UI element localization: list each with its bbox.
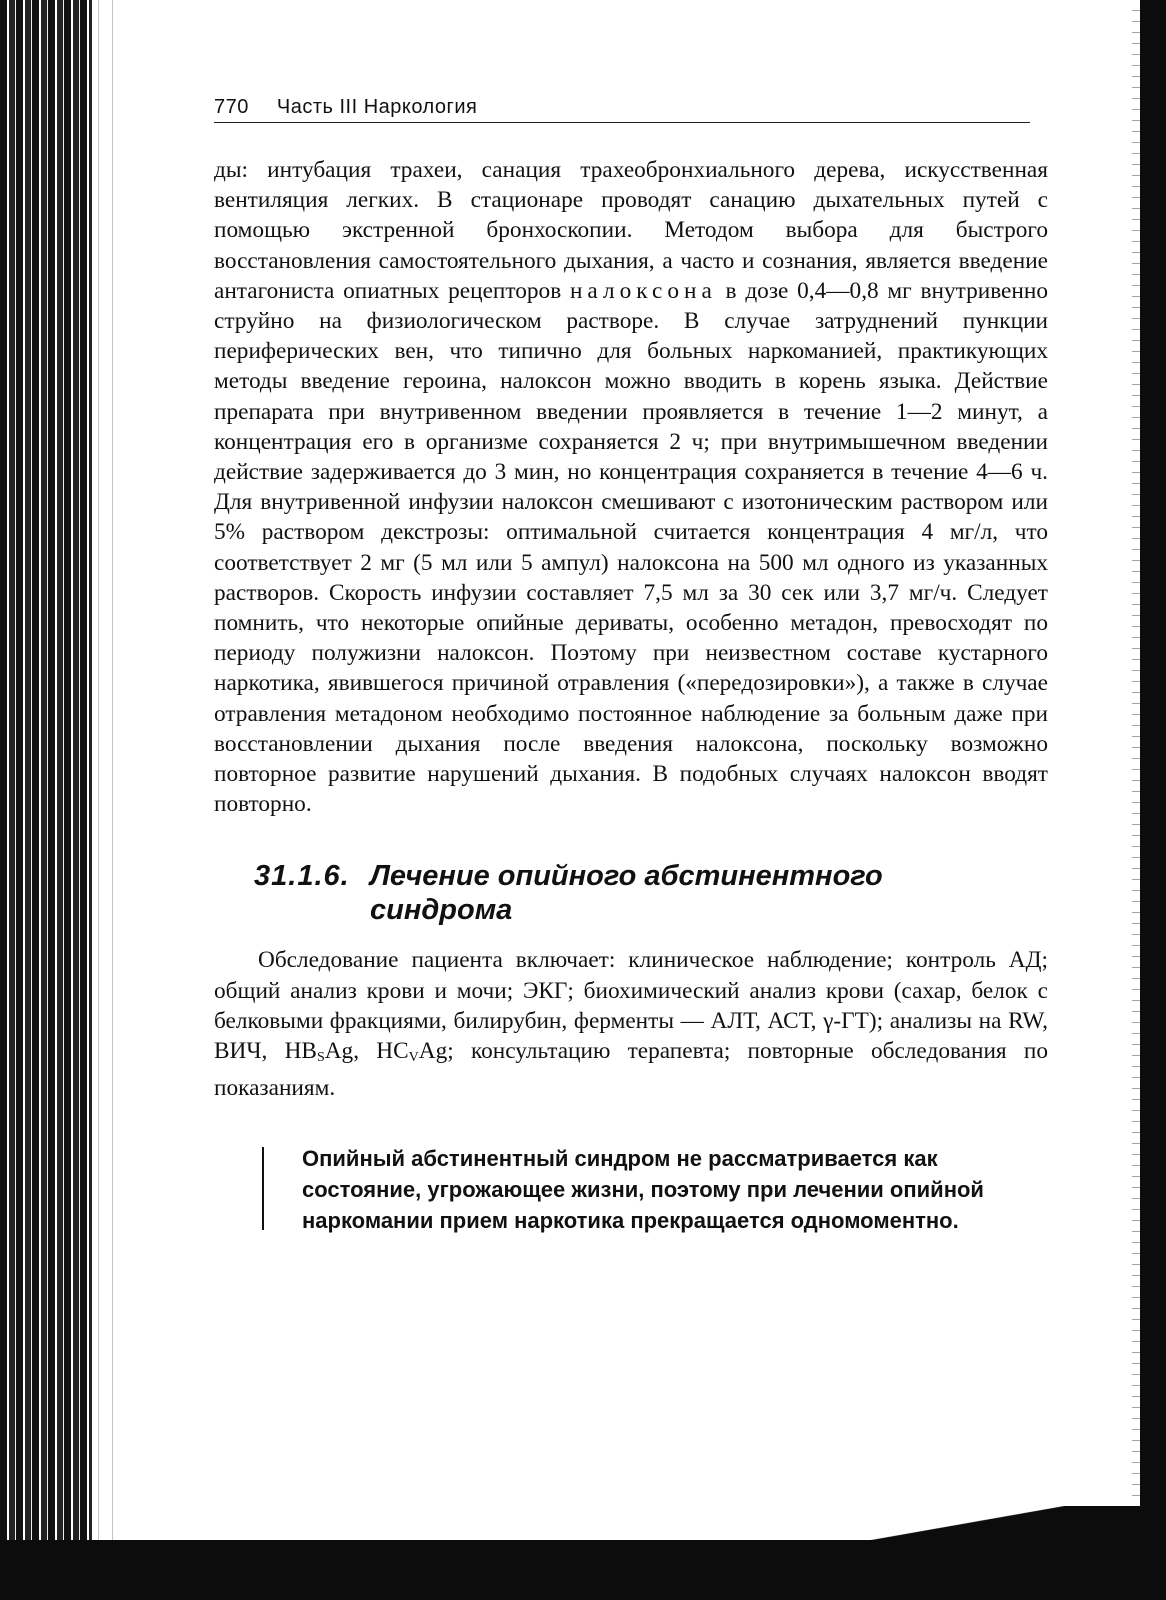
paragraph-examination	[214, 945, 1048, 1103]
paragraph2-part-b: Ag, HC	[324, 1038, 409, 1065]
running-title: Часть III Наркология	[276, 96, 478, 118]
section-heading	[214, 859, 1048, 927]
scan-edge-bottom-wedge	[840, 1506, 1140, 1540]
section-number: 31.1.6.	[254, 860, 350, 893]
callout-text: Опийный абстинентный синдром не рассматривается как состояние, угрожающее жизни, поэтому при лечении опийной наркомании прием наркотика прекращается одномоментно.	[302, 1146, 984, 1234]
paragraph1-emphasis: налоксона	[569, 277, 717, 304]
scan-edge-right	[1140, 0, 1166, 1600]
section-title: Лечение опийного абстинентного синдрома	[370, 860, 883, 927]
running-head	[214, 96, 1030, 123]
callout-box	[262, 1143, 1048, 1236]
scan-edge-left-fade	[92, 0, 126, 1600]
page-number: 770	[214, 96, 249, 118]
scan-edge-left	[0, 0, 92, 1600]
paragraph2-part-c: Ag; консультацию терапевта; повторные обследования по показаниям.	[214, 1038, 1049, 1102]
subscript-s: S	[316, 1050, 325, 1066]
paragraph1-part-a: ды: интубация трахеи, санация трахеобронхиального дерева, искусственная вентиляция легких. В стационаре проводят санацию дыхательных путей с помощью экстренной бронхоскопии. Методом выбора для быстрого восстановления самостоятельного дыхания, а часто и сознания, является введение антагониста опиатных рецепторов	[214, 157, 1048, 304]
scan-edge-right-inner	[1132, 0, 1140, 1600]
paragraph1-part-b: в дозе 0,4—0,8 мг внутривенно струйно на физиологическом растворе. В случае затруднений пункции периферических вен, что типично для больных наркоманией, практикующих методы введение героина, налоксон можно вводить в корень языка. Действие препарата при внутривенном введении проявляется в течение 1—2 минут, а концентрация его в организме сохраняется 2 ч; при внутримышечном введении действие задерживается до 3 мин, но концентрация сохраняется в течение 4—6 ч. Для внутривенной инфузии налоксон смешивают с изотоническим раствором или 5% раствором декстрозы: оптимальной считается концентрация 4 мг/л, что соответствует 2 мг (5 мл или 5 ампул) налоксона на 500 мл одного из указанных растворов. Скорость инфузии составляет 7,5 мл за 30 сек или 3,7 мг/ч. Следует помнить, что некоторые опийные дериваты, особенно метадон, превосходят по периоду полужизни налоксон. Поэтому при неизвестном составе кустарного наркотика, явившегося причиной отравления («передозировки»), а также в случае отравления метадоном необходимо постоянное наблюдение за больным даже при восстановлении дыхания после введения налоксона, поскольку возможно повторное развитие нарушений дыхания. В подобных случаях налоксон вводят повторно.	[214, 277, 1048, 818]
callout-bar	[262, 1147, 264, 1230]
subscript-v: V	[408, 1050, 419, 1066]
scan-edge-bottom	[0, 1540, 1166, 1600]
paragraph2-part-a: Обследование пациента включает: клиническое наблюдение; контроль АД; общий анализ крови и мочи; ЭКГ; биохимический анализ крови (сахар, белок с белковыми фракциями, билирубин, ферменты — АЛТ, АСТ, γ-ГТ); анализы на RW, ВИЧ, HB	[214, 947, 1048, 1065]
book-page	[214, 96, 1048, 1236]
paragraph-naloxone	[214, 155, 1048, 819]
